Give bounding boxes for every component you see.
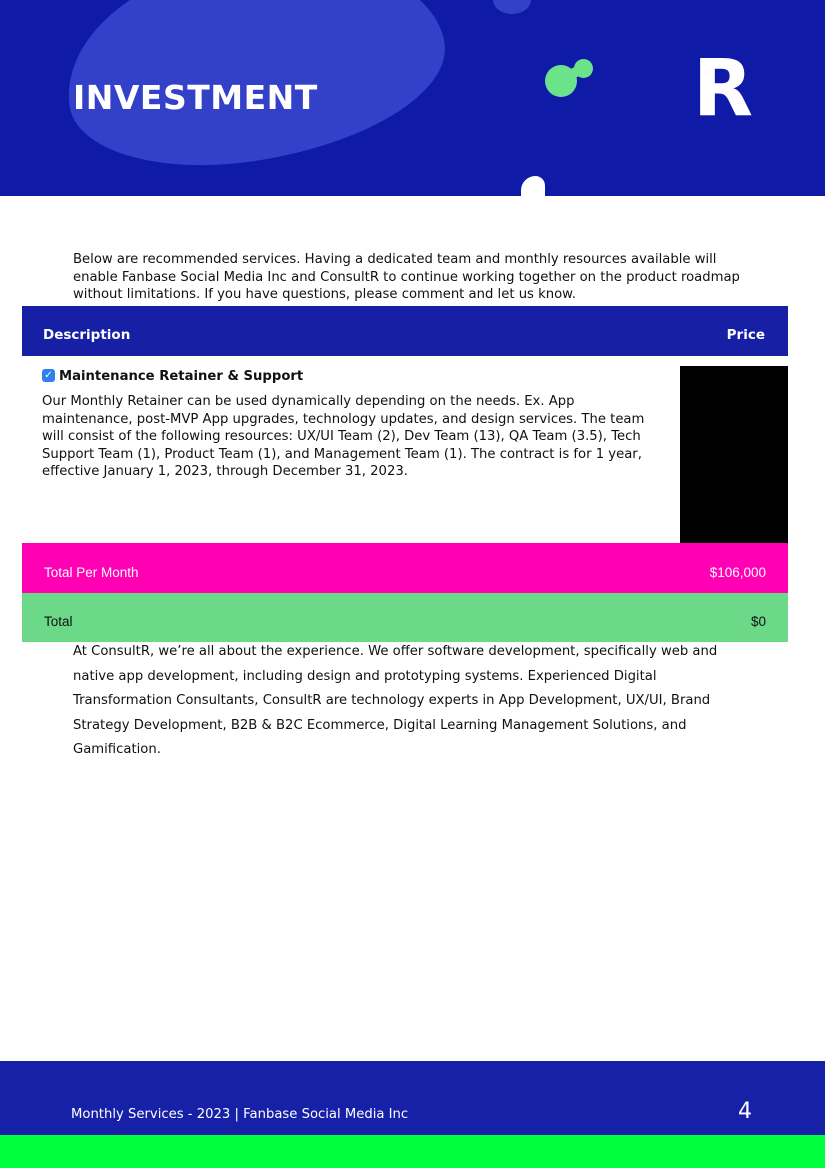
item-description: Our Monthly Retainer can be used dynamically depending on the needs. Ex. App maintenance, post-MVP App upgrades, technology updates, and design services. The team will consist of the following resources: UX/UI Team (2), Dev Team (13), QA Team (3.5), Tech Support Team (1), Product Team (1), and Management Team (1). The contract is for 1 year, effective January 1, 2023, through December 31, 2023. <box>42 394 645 479</box>
column-header-description: Description <box>43 327 131 343</box>
page-header <box>0 0 825 196</box>
footer-text: Monthly Services - 2023 | Fanbase Social Media Inc <box>71 1107 409 1122</box>
brand-logo: R <box>693 44 754 134</box>
item-title: Maintenance Retainer & Support <box>59 369 304 384</box>
total-label: Total <box>44 614 73 629</box>
decorative-blob <box>493 0 531 14</box>
total-per-month-row <box>22 543 788 593</box>
column-header-price: Price <box>726 327 765 343</box>
total-per-month-label: Total Per Month <box>44 565 139 580</box>
page-number: 4 <box>738 1099 752 1124</box>
item-checkbox[interactable]: ✓ <box>42 369 55 382</box>
decorative-dot-icon <box>574 59 593 78</box>
total-row <box>22 593 788 642</box>
page-title: INVESTMENT <box>73 78 318 117</box>
intro-paragraph: Below are recommended services. Having a dedicated team and monthly resources available will enable Fanbase Social Media Inc and ConsultR to continue working together on the product roadmap without limitations. If you have questions, please comment and let us know. <box>73 252 740 302</box>
about-paragraph: At ConsultR, we’re all about the experience. We offer software development, specifically web and native app development, including design and prototyping systems. Experienced Digital Transformation Consultants, ConsultR are technology experts in App Development, UX/UI, Brand Strategy Development, B2B & B2C Ecommerce, Digital Learning Management Solutions, and Gamification. <box>73 644 718 758</box>
total-per-month-value: $106,000 <box>709 565 766 580</box>
table-header <box>22 306 788 356</box>
total-value: $0 <box>750 614 766 629</box>
price-cell-redacted <box>680 366 788 543</box>
decorative-shape <box>521 176 545 196</box>
page-footer <box>0 1061 825 1135</box>
footer-strip <box>0 1135 825 1168</box>
